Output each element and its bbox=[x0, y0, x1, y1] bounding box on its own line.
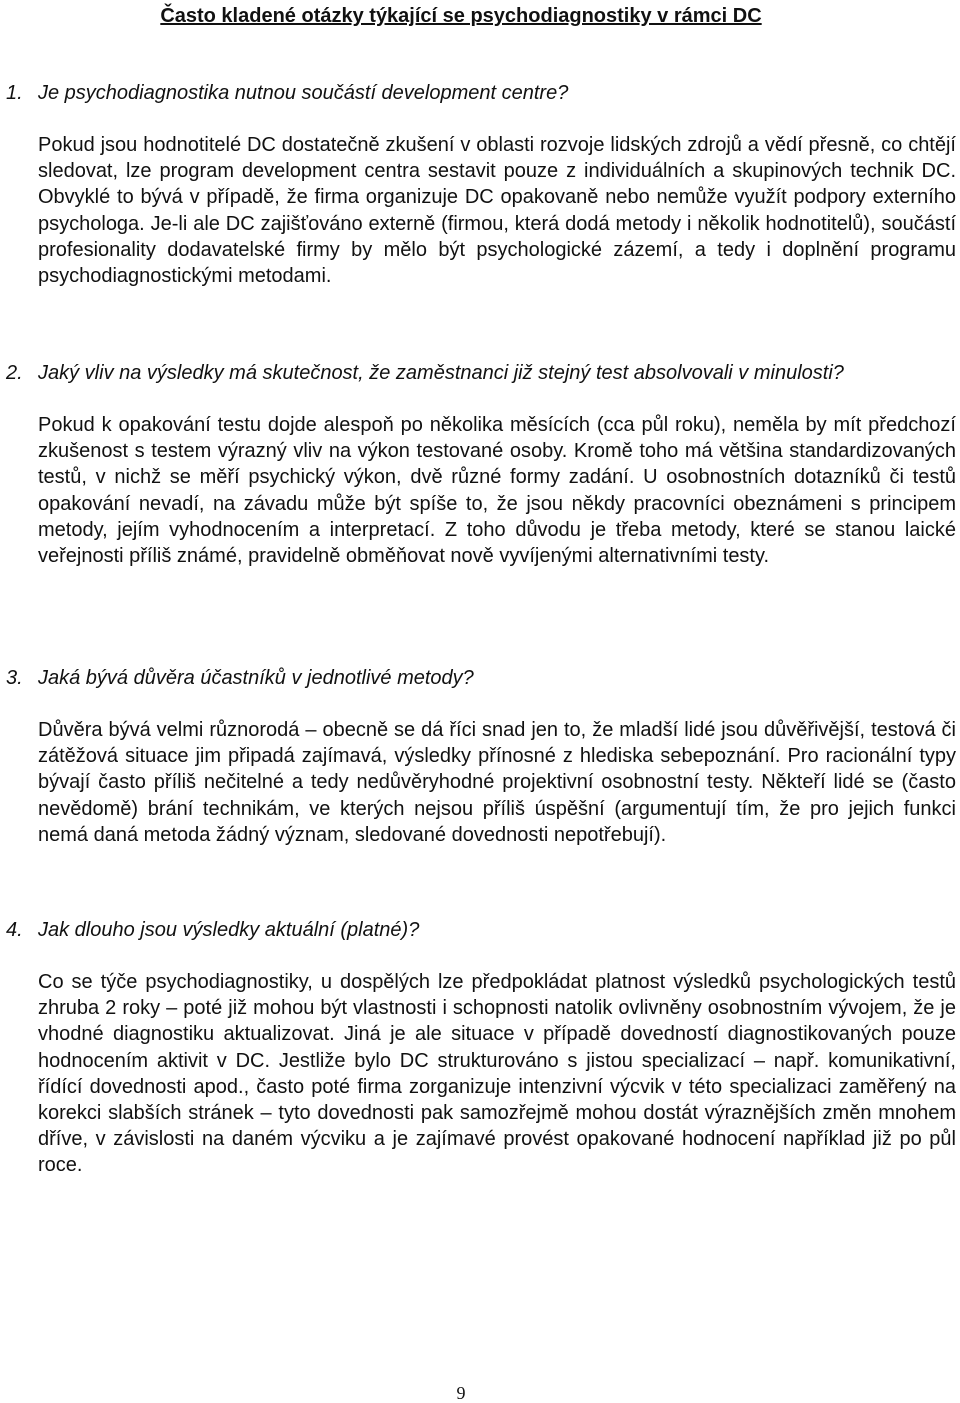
faq-question bbox=[0, 917, 960, 943]
question-number: 4. bbox=[6, 919, 23, 941]
faq-item-2 bbox=[0, 360, 960, 569]
faq-item-3 bbox=[0, 665, 960, 848]
page-number: 9 bbox=[456, 1383, 466, 1403]
faq-answer: Pokud jsou hodnotitelé DC dostatečně zkušení v oblasti rozvoje lidských zdrojů a vědí přesně, co chtějí sledovat, lze program development centra sestavit pouze z individuálních a skupinových technik DC. Obvyklé to bývá v případě, že firma organizuje DC opakovaně nebo nemůže využít podpory externího psychologa. Je-li ale DC zajišťováno externě (firmou, která dodá metody i několik hodnotitelů), součástí profesionality dodavatelské firmy by mělo být psychologické zázemí, a tedy i doplnění programu psychodiagnostickými metodami. bbox=[38, 134, 956, 288]
question-text: Jak dlouho jsou výsledky aktuální (platné)? bbox=[38, 919, 420, 941]
faq-answer: Co se týče psychodiagnostiky, u dospělých lze předpokládat platnost výsledků psychologických testů zhruba 2 roky – poté již mohou být vlastnosti i schopnosti natolik ovlivněny osobnostním vývojem, že je vhodné diagnostiku aktualizovat. Jiná je ale situace v případě dovedností diagnostikovaných pouze hodnocením aktivit v DC. Jestliže bylo DC strukturováno s jistou specializací – např. komunikativní, řídící dovednosti apod., často poté firma zorganizuje intenzivní výcvik v této specializaci zaměřený na korekci slabších stránek – tyto dovednosti pak samozřejmě mohou dostát výraznějších změn mnohem dříve, v závislosti na daném výcviku a je zajímavé provést opakované hodnocení například již po půl roce. bbox=[38, 971, 956, 1177]
question-number: 1. bbox=[6, 82, 23, 104]
faq-answer: Pokud k opakování testu dojde alespoň po několika měsících (cca půl roku), neměla by mít předchozí zkušenost s testem výrazný vliv na výkon testované osoby. Kromě toho má většina standardizovaných testů, v nichž se měří psychický výkon, dvě různé formy zadání. U osobnostních dotazníků či testů opakování nevadí, na závadu může být spíše to, že jsou někdy pracovníci obeznámeni s principem metody, jejím vyhodnocením a interpretací. Z toho důvodu je třeba metody, které se stanou laické veřejnosti příliš známé, pravidelně obměňovat nově vyvíjenými alternativními testy. bbox=[38, 414, 956, 568]
faq-item-1 bbox=[0, 80, 960, 289]
faq-question bbox=[0, 665, 960, 691]
question-number: 2. bbox=[6, 362, 23, 384]
document-title: Často kladené otázky týkající se psychodiagnostiky v rámci DC bbox=[160, 5, 762, 27]
faq-question bbox=[0, 360, 960, 386]
faq-question bbox=[0, 80, 960, 106]
question-number: 3. bbox=[6, 667, 23, 689]
faq-item-4 bbox=[0, 917, 960, 1179]
question-text: Je psychodiagnostika nutnou součástí development centre? bbox=[38, 82, 569, 104]
faq-answer: Důvěra bývá velmi různorodá – obecně se dá říci snad jen to, že mladší lidé jsou důvěřivější, testová či zátěžová situace jim připadá zajímavá, výsledky přínosné z hlediska sebepoznání. Pro racionální typy bývají často příliš nečitelné a tedy nedůvěryhodné projektivní osobnostní testy. Někteří lidé se (často nevědomě) brání technikám, ve kterých nejsou příliš úspěšní (argumentují tím, že pro jejich funkci nemá daná metoda žádný význam, sledované dovednosti nepotřebují). bbox=[38, 719, 956, 846]
question-text: Jaký vliv na výsledky má skutečnost, že zaměstnanci již stejný test absolvovali v minulosti? bbox=[38, 362, 844, 384]
question-text: Jaká bývá důvěra účastníků v jednotlivé metody? bbox=[38, 667, 474, 689]
